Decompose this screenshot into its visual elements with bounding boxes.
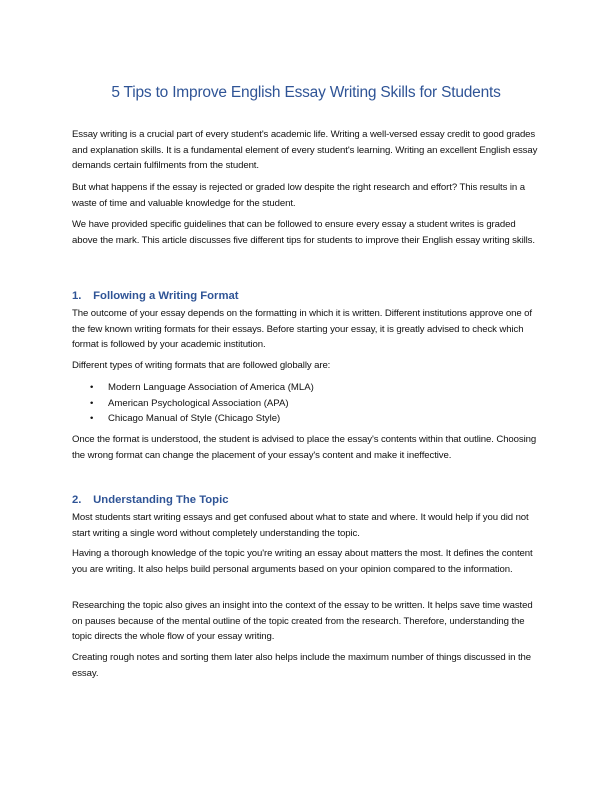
- section-2-paragraph-1: Most students start writing essays and get confused about what to state and where. It would help if you did not start writing a single word without completely understanding the topic.: [72, 512, 529, 539]
- section-2-heading: [72, 494, 229, 506]
- section-1-paragraph-2: Different types of writing formats that are followed globally are:: [72, 360, 331, 371]
- section-2-number: 2.: [72, 494, 82, 506]
- bullet-icon: •: [90, 382, 94, 393]
- section-1-paragraph-1: The outcome of your essay depends on the formatting in which it is written. Different institutions approve one of the few known writing formats for their essays. Before starting your essay, it is greatly advised to check which format is followed by your academic institution.: [72, 308, 532, 350]
- bullet-icon: •: [90, 397, 94, 409]
- section-2-title: Understanding The Topic: [93, 494, 229, 506]
- section-1-heading: [72, 290, 239, 302]
- list-item: • Chicago Manual of Style (Chicago Style): [72, 411, 542, 427]
- section-1-closing: Once the format is understood, the student is advised to place the essay's contents within that outline. Choosing the wrong format can change the placement of your essay's content and make it ineffective.: [72, 434, 537, 461]
- list-item: • Modern Language Association of America (MLA): [72, 380, 542, 396]
- intro-paragraph-1: Essay writing is a crucial part of every student's academic life. Writing a well-versed essay credit to good grades and explanation skills. It is a fundamental element of every student's learning. Writing an excellent English essay demands certain fulfilments from the student.: [72, 129, 538, 171]
- section-1-number: 1.: [72, 290, 82, 302]
- formats-list: [72, 380, 542, 427]
- bullet-icon: •: [90, 413, 94, 424]
- section-1-title: Following a Writing Format: [93, 290, 239, 302]
- section-2-paragraph-2: Having a thorough knowledge of the topic you're writing an essay about matters the most. It defines the content you are writing. It also helps build personal arguments based on your opinion compared to the information.: [72, 548, 533, 575]
- section-2-paragraph-3: Researching the topic also gives an insight into the context of the essay to be written. It helps save time wasted on pauses because of the mental outline of the topic created from the research. Therefore, understanding the topic directs the whole flow of your essay writing.: [72, 600, 533, 642]
- list-item: • American Psychological Association (APA): [72, 396, 542, 412]
- section-2-paragraph-4: Creating rough notes and sorting them later also helps include the maximum number of things discussed in the essay.: [72, 652, 532, 679]
- intro-paragraph-3: We have provided specific guidelines that can be followed to ensure every essay a student writes is graded above the mark. This article discusses five different tips for students to improve their English essay writing skills.: [72, 219, 535, 246]
- intro-paragraph-2: But what happens if the essay is rejected or graded low despite the right research and effort? This results in a waste of time and valuable knowledge for the student.: [72, 182, 525, 209]
- document-title: 5 Tips to Improve English Essay Writing Skills for Students: [111, 84, 501, 101]
